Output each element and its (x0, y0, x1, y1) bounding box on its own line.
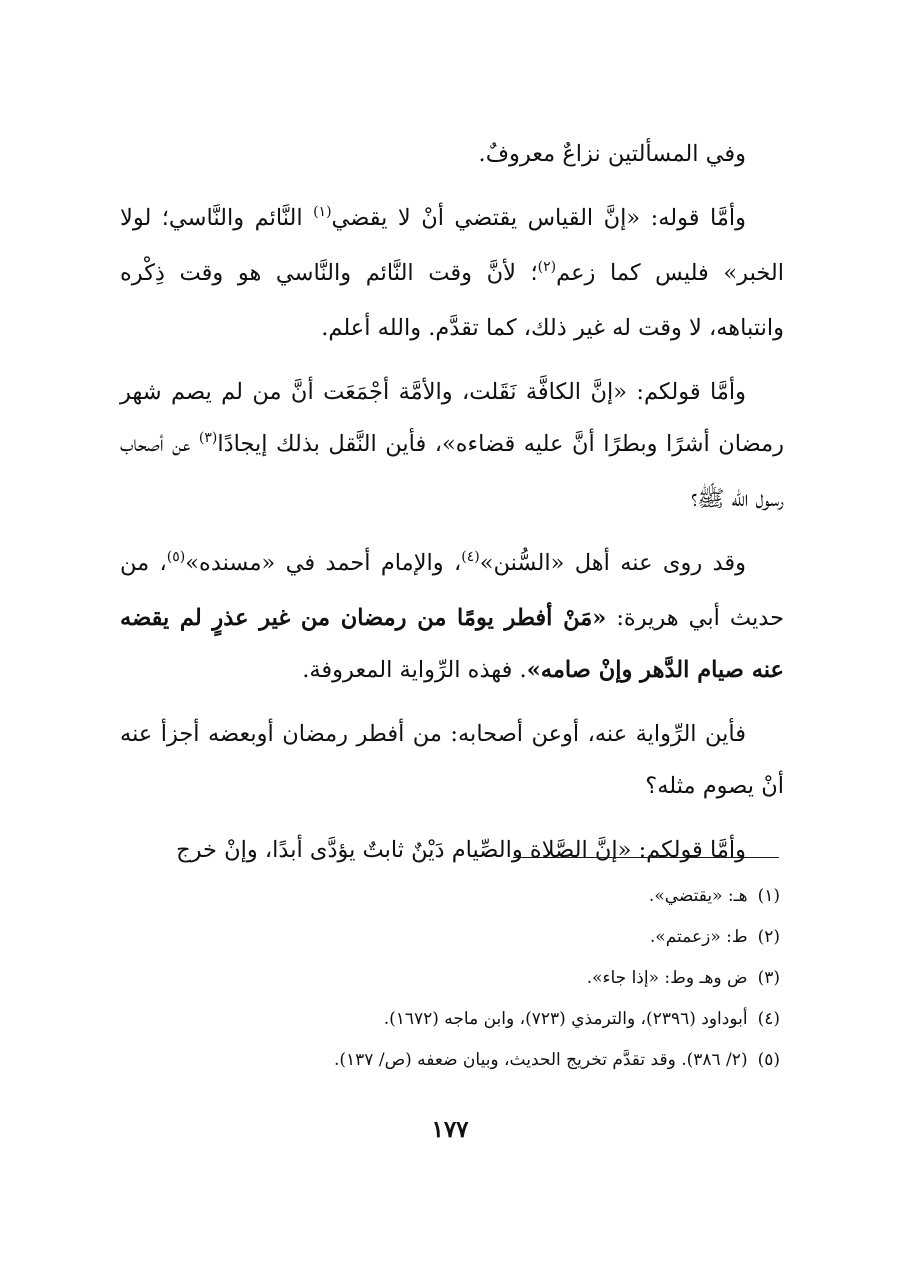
footnote-ref-1: (١) (313, 204, 332, 220)
footnote-ref-4: (٤) (461, 549, 480, 565)
footnote-number: (٤) (757, 1009, 780, 1029)
hadith-quote: «مَنْ أفطر يومًا من رمضان من غير عذرٍ لم يقضه عنه صيام الدَّهر وإنْ صامه» (120, 605, 784, 683)
footnote-text: (٢/ ٣٨٦). وقد تقدَّم تخريج الحديث، وبيان ضعفه (ص/ ١٣٧). (333, 1050, 748, 1070)
main-text (120, 128, 784, 888)
footnote-ref-3: (٣) (198, 430, 218, 446)
paragraph-2 (120, 192, 784, 354)
paragraph-5-text: فأين الرِّواية عنه، أوعن أصحابه: من أفطر رمضان أوبعضه أجزأ عنه أنْ يصوم مثله؟ (120, 721, 784, 799)
footnote-number: (٣) (757, 968, 780, 988)
footnote-4 (150, 999, 780, 1040)
footnote-number: (١) (757, 886, 780, 906)
paragraph-4-text-b: ، والإمام أحمد في «مسنده» (185, 550, 462, 576)
footnote-5 (150, 1040, 780, 1081)
paragraph-4-text-c: ، من حديث أبي هريرة: (120, 550, 785, 631)
paragraph-3-text-b: عن أصحاب رسول الله ﷺ؟ (120, 431, 784, 512)
footnote-1 (150, 876, 780, 917)
paragraph-2-text-c: ؛ لأنَّ وقت النَّائم والنَّاسي هو وقت ذِكْره وانتباهه، لا وقت له غير ذلك، كما تقدَّم. والله أعلم. (120, 260, 784, 341)
footnote-divider (513, 857, 779, 858)
footnote-text: ط: «زعمتم». (649, 927, 748, 947)
footnote-text: ض وهـ وط: «إذا جاء». (586, 968, 748, 988)
paragraph-3 (120, 366, 784, 525)
paragraph-4-text-a: وقد روى عنه أهل «السُّنن» (479, 550, 746, 576)
footnotes (150, 876, 780, 1081)
footnote-2 (150, 917, 780, 958)
footnote-3 (150, 958, 780, 999)
paragraph-4-text-d: . فهذه الرِّواية المعروفة. (302, 657, 527, 683)
page-number: ١٧٧ (431, 1116, 469, 1143)
paragraph-1 (120, 128, 784, 180)
footnote-text: هـ: «يقتضي». (648, 886, 748, 906)
paragraph-4 (120, 537, 784, 696)
footnote-number: (٢) (757, 927, 780, 947)
footnote-ref-5: (٥) (166, 549, 186, 565)
paragraph-5 (120, 708, 784, 812)
paragraph-3-text-a: وأمَّا قولكم: «إنَّ الكافَّة نَقَلت، والأمَّة أجْمَعَت أنَّ من لم يصم شهر رمضان أشرًا وبطرًا أنَّ عليه قضاءه»، فأين النَّقل بذلك إيجادًا (120, 379, 785, 457)
paragraph-6 (120, 824, 784, 876)
footnote-number: (٥) (757, 1050, 780, 1070)
paragraph-1-text: وفي المسألتين نزاعٌ معروفٌ. (478, 141, 746, 167)
footnote-ref-2: (٢) (537, 259, 557, 275)
paragraph-2-text-b: النَّائم والنَّاسي؛ لولا الخبر» فليس كما زعم (120, 205, 784, 286)
footnote-text: أبوداود (٢٣٩٦)، والترمذي (٧٢٣)، وابن ماجه (١٦٧٢). (383, 1009, 748, 1029)
paragraph-6-text: وأمَّا قولكم: «إنَّ الصَّلاة والصِّيام دَيْنٌ ثابتٌ يؤدَّى أبدًا، وإنْ خرج (176, 837, 746, 863)
paragraph-2-text-a: وأمَّا قوله: «إنَّ القياس يقتضي أنْ لا يقضي (331, 205, 746, 231)
